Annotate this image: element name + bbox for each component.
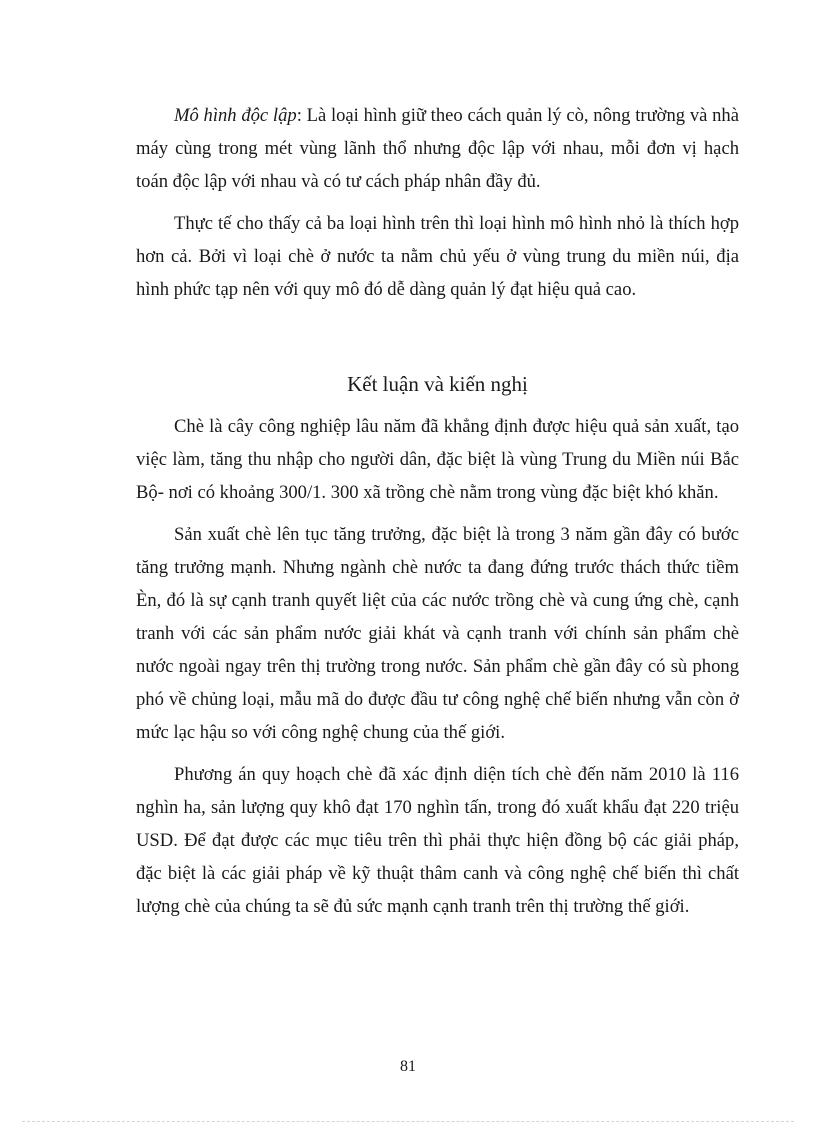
body-paragraph-tea-crop: Chè là cây công nghiệp lâu năm đã khẳng định được hiệu quả sản xuất, tạo việc làm, tăng thu nhập cho người dân, đặc biệt là vùng Trung du Miền núi Bắc Bộ- nơi có khoảng 300/1. 300 xã trồng chè nằm trong vùng đặc biệt khó khăn. bbox=[136, 416, 739, 503]
term-separator: : bbox=[296, 105, 307, 126]
section-heading: Kết luận và kiến nghị bbox=[347, 372, 528, 396]
model-comparison-paragraph: Thực tế cho thấy cả ba loại hình trên thì loại hình mô hình nhỏ là thích hợp hơn cả. Bởi vì loại chè ở nước ta nằm chủ yếu ở vùng trung du miền núi, địa hình phức tạp nên với quy mô đó dễ dàng quản lý đạt hiệu quả cao. bbox=[136, 213, 739, 300]
conclusion-text-block bbox=[136, 410, 739, 932]
independent-model-term: Mô hình độc lập bbox=[174, 105, 297, 126]
body-paragraph-production-growth: Sản xuất chè lên tục tăng trưởng, đặc biệt là trong 3 năm gần đây có bước tăng trưởng mạnh. Nhưng ngành chè nước ta đang đứng trước thách thức tiềm Èn, đó là sự cạnh tranh quyết liệt của các nước trồng chè và cung ứng chè, cạnh tranh với các sản phẩm nước giải khát và cạnh tranh với chính sản phẩm chè nước ngoài ngay trên thị trường trong nước. Sản phẩm chè gần đây có sù phong phó về chủng loại, mẫu mã do được đầu tư công nghệ chế biến nhưng vẫn còn ở mức lạc hậu so với công nghệ chung của thế giới. bbox=[136, 524, 739, 743]
independent-model-text: Là loại hình giữ theo cách quản lý cò, nông trường và nhà máy cùng trong mét vùng lãnh thổ nhưng độc lập với nhau, mỗi đơn vị hạch toán độc lập với nhau và có tư cách pháp nhân đầy đủ. bbox=[136, 105, 739, 192]
body-paragraph-planning: Phương án quy hoạch chè đã xác định diện tích chè đến năm 2010 là 116 nghìn ha, sản lượng quy khô đạt 170 nghìn tấn, trong đó xuất khẩu đạt 220 triệu USD. Để đạt được các mục tiêu trên thì phải thực hiện đồng bộ các giải pháp, đặc biệt là các giải pháp về kỹ thuật thâm canh và công nghệ chế biến thì chất lượng chè của chúng ta sẽ đủ sức mạnh cạnh tranh trên thị trường thế giới. bbox=[136, 764, 739, 917]
page-number: 81 bbox=[400, 1058, 416, 1075]
intro-text-block bbox=[136, 99, 739, 315]
independent-model-paragraph bbox=[136, 99, 739, 198]
footer-divider bbox=[22, 1121, 794, 1122]
